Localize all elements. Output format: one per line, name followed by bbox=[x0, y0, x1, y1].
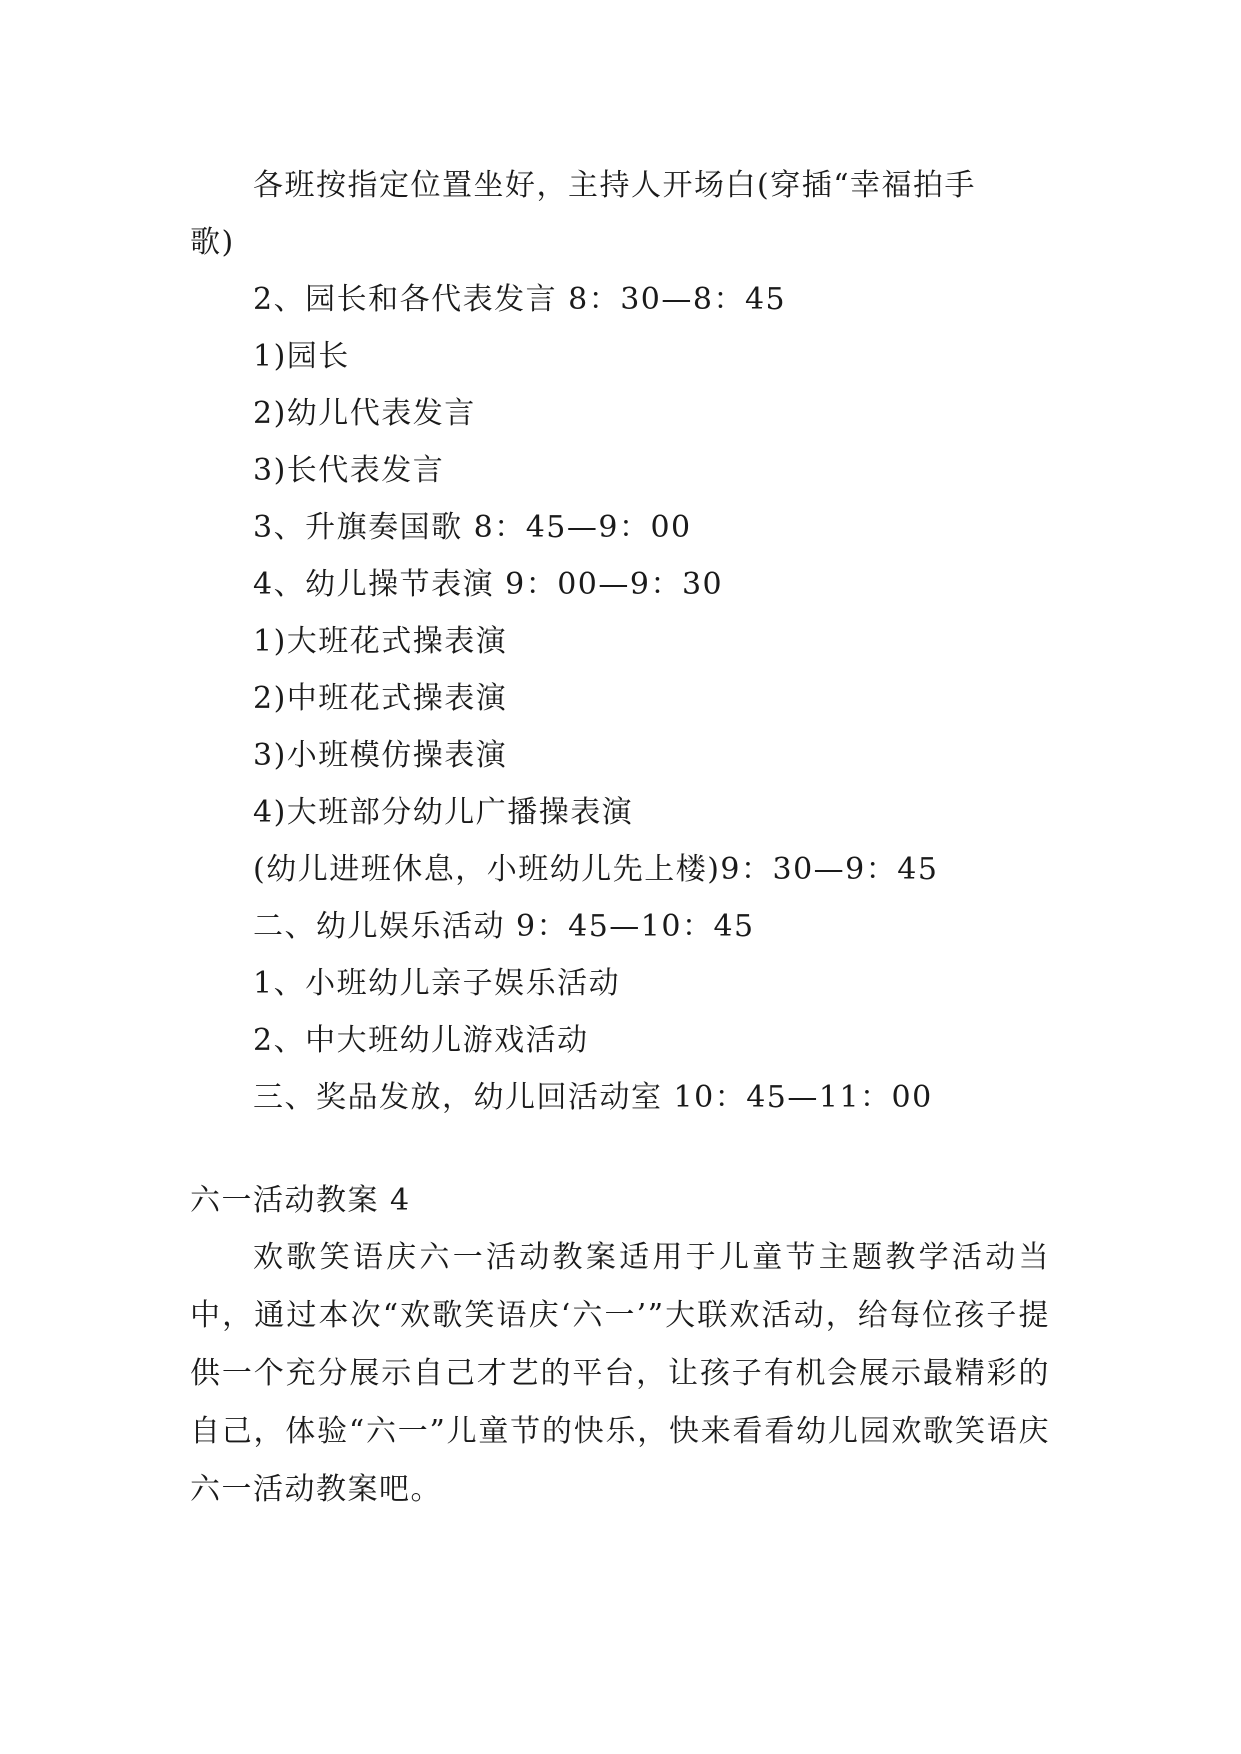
program-line-big-class: 1)大班花式操表演 bbox=[253, 624, 508, 659]
section-title: 六一活动教案 4 bbox=[190, 1183, 411, 1218]
program-line-opening: 各班按指定位置坐好，主持人开场白(穿插“幸福拍手 bbox=[253, 168, 977, 203]
program-line-broadcast: 4)大班部分幼儿广播操表演 bbox=[253, 795, 634, 830]
program-line-principal: 1)园长 bbox=[253, 339, 350, 374]
program-line-parent-child: 1、小班幼儿亲子娱乐活动 bbox=[253, 966, 621, 1001]
program-line-child-rep: 2)幼儿代表发言 bbox=[253, 396, 476, 431]
intro-paragraph: 欢歌笑语庆六一活动教案适用于儿童节主题教学活动当中，通过本次“欢歌笑语庆‘六一’”大联欢活动，给每位孩子提供一个充分展示自己才艺的平台，让孩子有机会展示最精彩的自己，体验“六一”儿童节的快乐，快来看看幼儿园欢歌笑语庆六一活动教案吧。 bbox=[190, 1240, 1050, 1507]
program-line-games: 2、中大班幼儿游戏活动 bbox=[253, 1023, 589, 1058]
program-line-rest: (幼儿进班休息，小班幼儿先上楼)9：30—9：45 bbox=[253, 852, 939, 887]
program-line-awards: 三、奖品发放，幼儿回活动室 10：45—11：00 bbox=[253, 1080, 933, 1115]
program-line-flag: 3、升旗奏国歌 8：45—9：00 bbox=[253, 510, 692, 545]
program-line-middle-class: 2)中班花式操表演 bbox=[253, 681, 508, 716]
program-line-speeches: 2、园长和各代表发言 8：30—8：45 bbox=[253, 282, 787, 317]
program-line-small-class: 3)小班模仿操表演 bbox=[253, 738, 508, 773]
program-line-exercise: 4、幼儿操节表演 9：00—9：30 bbox=[253, 567, 724, 602]
program-line-entertainment: 二、幼儿娱乐活动 9：45—10：45 bbox=[253, 909, 755, 944]
program-line-rep: 3)长代表发言 bbox=[253, 453, 445, 488]
program-line-opening-cont: 歌) bbox=[190, 225, 235, 260]
